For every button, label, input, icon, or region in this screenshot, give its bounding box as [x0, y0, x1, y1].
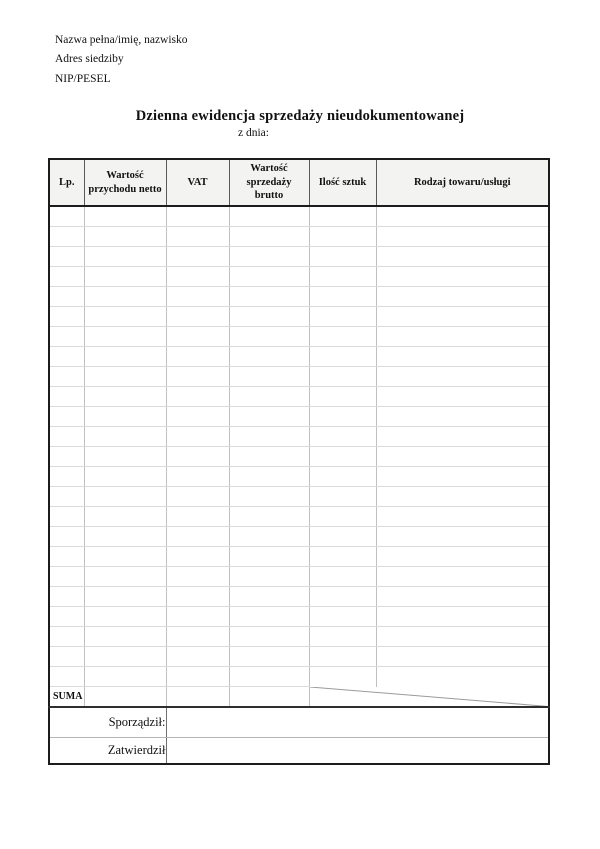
col-header-net-value: Wartość przychodu netto: [84, 159, 166, 206]
header-row: [49, 159, 549, 206]
empty-cell: [84, 287, 166, 307]
empty-cell: [376, 527, 549, 547]
table-row: [49, 607, 549, 627]
empty-cell: [166, 627, 229, 647]
empty-cell: [166, 387, 229, 407]
empty-cell: [166, 227, 229, 247]
empty-cell: [309, 447, 376, 467]
empty-cell: [84, 227, 166, 247]
empty-cell: [84, 587, 166, 607]
taxpayer-address-label: Adres siedziby: [55, 53, 124, 66]
empty-cell: [166, 547, 229, 567]
empty-cell: [376, 347, 549, 367]
empty-cell: [229, 247, 309, 267]
table-row: [49, 227, 549, 247]
empty-cell: [309, 307, 376, 327]
empty-cell: [229, 507, 309, 527]
empty-cell: [49, 447, 84, 467]
empty-cell: [84, 547, 166, 567]
empty-cell: [166, 287, 229, 307]
empty-cell: [229, 567, 309, 587]
table-row: [49, 367, 549, 387]
table-row: [49, 247, 549, 267]
empty-cell: [376, 387, 549, 407]
empty-cell: [49, 607, 84, 627]
empty-cell: [84, 527, 166, 547]
empty-cell: [49, 427, 84, 447]
empty-cell: [84, 327, 166, 347]
empty-cell: [229, 227, 309, 247]
empty-cell: [49, 387, 84, 407]
approved-by-label: Zatwierdził: [49, 738, 166, 765]
table-row: [49, 387, 549, 407]
empty-cell: [376, 507, 549, 527]
empty-cell: [229, 527, 309, 547]
date-label: z dnia:: [238, 127, 269, 139]
col-header-lp: Lp.: [49, 159, 84, 206]
empty-cell: [84, 567, 166, 587]
empty-cell: [166, 527, 229, 547]
taxpayer-info-block: [55, 31, 188, 89]
table-summary: [49, 687, 549, 765]
empty-cell: [229, 327, 309, 347]
empty-cell: [49, 547, 84, 567]
empty-cell: [166, 407, 229, 427]
empty-cell: [376, 367, 549, 387]
col-header-vat: VAT: [166, 159, 229, 206]
table-row: [49, 407, 549, 427]
empty-cell: [309, 347, 376, 367]
empty-cell: [166, 247, 229, 267]
empty-cell: [84, 427, 166, 447]
empty-cell: [309, 527, 376, 547]
empty-cell: [49, 267, 84, 287]
empty-cell: [84, 507, 166, 527]
summary-struck-cell: [309, 687, 549, 708]
empty-cell: [84, 267, 166, 287]
empty-cell: [166, 307, 229, 327]
empty-cell: [376, 267, 549, 287]
empty-cell: [229, 347, 309, 367]
empty-cell: [309, 467, 376, 487]
taxpayer-id-label: NIP/PESEL: [55, 72, 111, 85]
page-title: Dzienna ewidencja sprzedaży nieudokumentowanej: [135, 108, 465, 124]
table-row: [49, 527, 549, 547]
table-row: [49, 547, 549, 567]
empty-cell: [49, 287, 84, 307]
empty-cell: [84, 367, 166, 387]
empty-cell: [84, 307, 166, 327]
empty-cell: [49, 527, 84, 547]
empty-cell: [84, 247, 166, 267]
empty-cell: [229, 287, 309, 307]
empty-cell: [229, 367, 309, 387]
empty-cell: [49, 507, 84, 527]
empty-cell: [309, 427, 376, 447]
empty-cell: [166, 367, 229, 387]
empty-cell: [49, 647, 84, 667]
empty-cell: [229, 647, 309, 667]
table-row: [49, 487, 549, 507]
empty-cell: [166, 206, 229, 227]
empty-cell: [309, 627, 376, 647]
table-row: [49, 447, 549, 467]
diagonal-strike-line: [310, 687, 549, 707]
empty-cell: [229, 667, 309, 687]
empty-cell: [229, 427, 309, 447]
empty-cell: [229, 607, 309, 627]
empty-cell: [49, 206, 84, 227]
table-row: [49, 567, 549, 587]
empty-cell: [166, 327, 229, 347]
empty-cell: [309, 587, 376, 607]
table-row: [49, 307, 549, 327]
empty-cell: [309, 407, 376, 427]
empty-cell: [166, 507, 229, 527]
empty-cell: [84, 347, 166, 367]
empty-cell: [309, 647, 376, 667]
col-header-quantity: Ilość sztuk: [309, 159, 376, 206]
empty-cell: [49, 667, 84, 687]
empty-cell: [166, 607, 229, 627]
empty-cell: [309, 267, 376, 287]
summary-net-cell: [84, 687, 166, 708]
table-body: [49, 206, 549, 687]
empty-cell: [166, 567, 229, 587]
empty-cell: [49, 567, 84, 587]
col-header-gross-value: Wartość sprzedaży brutto: [229, 159, 309, 206]
table-row: [49, 647, 549, 667]
prepared-by-label: Sporządził:: [49, 707, 166, 738]
table-row: [49, 627, 549, 647]
empty-cell: [376, 667, 549, 687]
empty-cell: [84, 387, 166, 407]
empty-cell: [49, 227, 84, 247]
empty-cell: [84, 447, 166, 467]
empty-cell: [376, 467, 549, 487]
empty-cell: [309, 387, 376, 407]
table-row: [49, 667, 549, 687]
table-row: [49, 587, 549, 607]
empty-cell: [166, 647, 229, 667]
empty-cell: [376, 427, 549, 447]
empty-cell: [229, 587, 309, 607]
table-row: [49, 287, 549, 307]
approved-by-signature-area: [166, 738, 549, 765]
empty-cell: [49, 407, 84, 427]
empty-cell: [376, 647, 549, 667]
empty-cell: [376, 247, 549, 267]
table-header: [49, 159, 549, 206]
empty-cell: [376, 607, 549, 627]
empty-cell: [166, 467, 229, 487]
empty-cell: [309, 206, 376, 227]
empty-cell: [376, 407, 549, 427]
empty-cell: [229, 487, 309, 507]
empty-cell: [49, 347, 84, 367]
empty-cell: [229, 447, 309, 467]
empty-cell: [166, 347, 229, 367]
empty-cell: [309, 547, 376, 567]
empty-cell: [376, 487, 549, 507]
empty-cell: [376, 227, 549, 247]
empty-cell: [309, 667, 376, 687]
approved-by-row: [49, 738, 549, 765]
empty-cell: [309, 327, 376, 347]
summary-label: SUMA: [49, 687, 84, 708]
empty-cell: [49, 367, 84, 387]
empty-cell: [309, 367, 376, 387]
empty-cell: [229, 467, 309, 487]
table-row: [49, 427, 549, 447]
empty-cell: [376, 447, 549, 467]
summary-row: [49, 687, 549, 708]
empty-cell: [49, 587, 84, 607]
empty-cell: [229, 267, 309, 287]
empty-cell: [166, 447, 229, 467]
empty-cell: [84, 487, 166, 507]
empty-cell: [84, 607, 166, 627]
prepared-by-signature-area: [166, 707, 549, 738]
empty-cell: [229, 407, 309, 427]
summary-gross-cell: [229, 687, 309, 708]
empty-cell: [166, 427, 229, 447]
empty-cell: [376, 206, 549, 227]
empty-cell: [49, 247, 84, 267]
empty-cell: [309, 247, 376, 267]
empty-cell: [84, 647, 166, 667]
empty-cell: [229, 387, 309, 407]
empty-cell: [229, 307, 309, 327]
empty-cell: [166, 267, 229, 287]
table-row: [49, 267, 549, 287]
table-row: [49, 206, 549, 227]
table-row: [49, 467, 549, 487]
empty-cell: [84, 407, 166, 427]
taxpayer-name-label: Nazwa pełna/imię, nazwisko: [55, 34, 188, 46]
empty-cell: [376, 327, 549, 347]
sales-record-table: [48, 158, 550, 765]
empty-cell: [166, 487, 229, 507]
empty-cell: [84, 467, 166, 487]
empty-cell: [309, 287, 376, 307]
empty-cell: [376, 287, 549, 307]
table-row: [49, 507, 549, 527]
empty-cell: [376, 307, 549, 327]
empty-cell: [376, 627, 549, 647]
empty-cell: [309, 487, 376, 507]
empty-cell: [49, 327, 84, 347]
empty-cell: [309, 567, 376, 587]
empty-cell: [229, 547, 309, 567]
summary-vat-cell: [166, 687, 229, 708]
empty-cell: [49, 307, 84, 327]
empty-cell: [49, 627, 84, 647]
empty-cell: [376, 567, 549, 587]
empty-cell: [166, 587, 229, 607]
empty-cell: [309, 227, 376, 247]
table-row: [49, 347, 549, 367]
prepared-by-row: [49, 707, 549, 738]
empty-cell: [309, 507, 376, 527]
empty-cell: [84, 206, 166, 227]
empty-cell: [49, 467, 84, 487]
empty-cell: [309, 607, 376, 627]
empty-cell: [376, 587, 549, 607]
empty-cell: [229, 206, 309, 227]
empty-cell: [84, 627, 166, 647]
empty-cell: [166, 667, 229, 687]
col-header-goods-type: Rodzaj towaru/usługi: [376, 159, 549, 206]
empty-cell: [376, 547, 549, 567]
empty-cell: [84, 667, 166, 687]
empty-cell: [49, 487, 84, 507]
table-row: [49, 327, 549, 347]
empty-cell: [229, 627, 309, 647]
